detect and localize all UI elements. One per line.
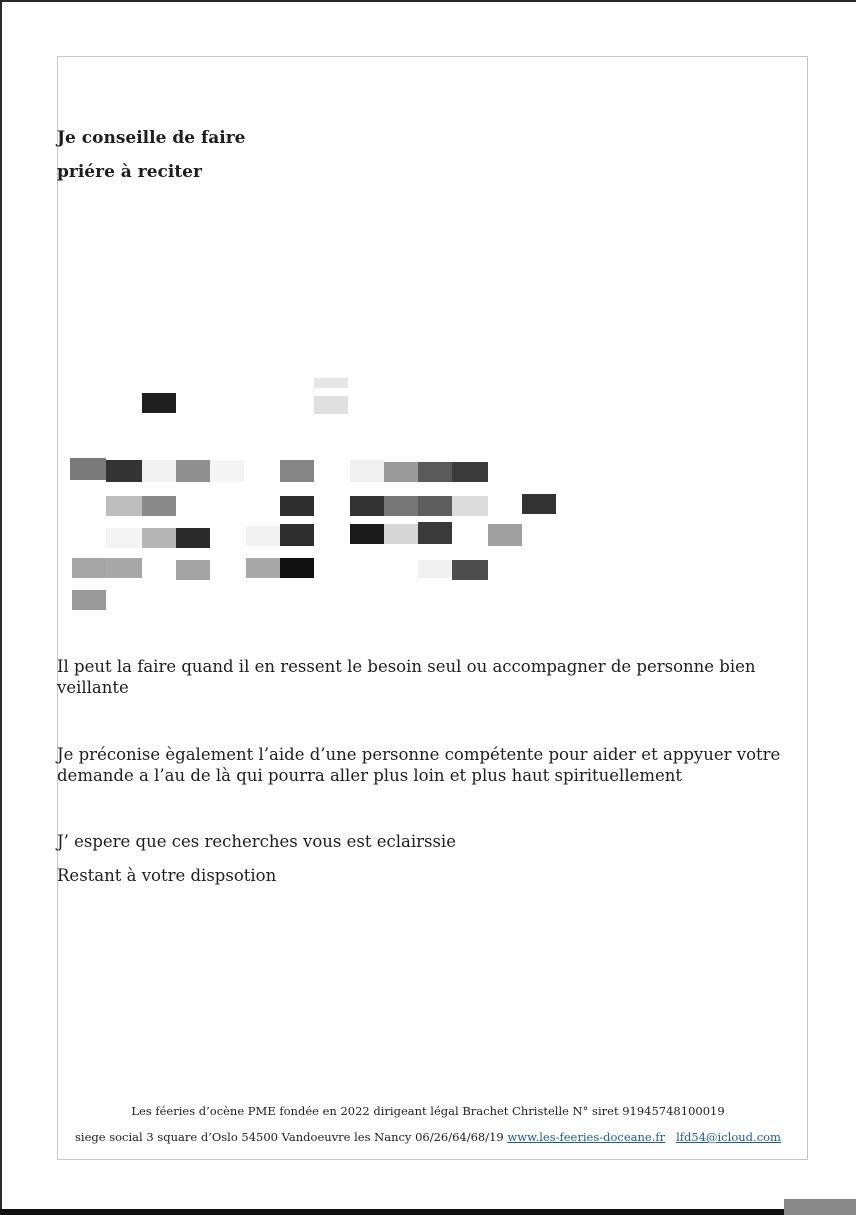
paragraph-hope: J’ espere que ces recherches vous est eclairssie (57, 832, 456, 851)
redaction-block (522, 494, 556, 514)
redaction-block (210, 460, 244, 482)
page-frame (57, 56, 808, 1160)
redaction-block (452, 560, 488, 580)
redaction-block (488, 524, 522, 546)
redaction-block (418, 496, 452, 516)
redaction-block (106, 496, 142, 516)
redaction-block (314, 396, 348, 414)
footer-email-link[interactable]: lfd54@icloud.com (676, 1130, 781, 1144)
redaction-block (452, 462, 488, 482)
paragraph-closing: Restant à votre dispsotion (57, 866, 277, 885)
redaction-block (418, 462, 452, 482)
redaction-block (176, 560, 210, 580)
footer-company-info: Les féeries d’ocène PME fondée en 2022 dirigeant légal Brachet Christelle N° siret 91945748100019 (131, 1104, 725, 1118)
document-heading-advice: Je conseille de faire (57, 128, 246, 148)
redaction-block (280, 496, 314, 516)
redaction-block (350, 496, 384, 516)
footer-address-phone: siege social 3 square d’Oslo 54500 Vandoeuvre les Nancy 06/26/64/68/19 (75, 1130, 504, 1144)
scan-corner-block (784, 1199, 856, 1215)
footer-website-link[interactable]: www.les-feeries-doceane.fr (507, 1130, 666, 1144)
redaction-block (246, 558, 280, 578)
redaction-block (280, 558, 314, 578)
redaction-block (106, 460, 142, 482)
redaction-block (350, 524, 384, 544)
redaction-block (280, 524, 314, 546)
redaction-block (72, 590, 106, 610)
redaction-mask (250, 126, 600, 152)
redaction-block (176, 460, 210, 482)
redaction-block (142, 393, 176, 413)
scan-edge-top (0, 0, 856, 2)
document-heading-prayer: priére à reciter (57, 162, 202, 182)
redaction-block (418, 560, 452, 578)
redaction-block (142, 528, 176, 548)
scan-edge-bottom (0, 1209, 856, 1215)
scan-edge-left (0, 0, 2, 1215)
redaction-block (246, 526, 280, 546)
redaction-block (314, 378, 348, 388)
paragraph-when-to-pray: Il peut la faire quand il en ressent le besoin seul ou accompagner de personne bien veillante (57, 657, 756, 697)
redaction-block (106, 528, 142, 548)
redaction-block (176, 528, 210, 548)
redaction-block (350, 460, 384, 482)
redaction-block (142, 496, 176, 516)
redaction-block (384, 496, 418, 516)
redaction-block (72, 558, 106, 578)
redaction-block (106, 558, 142, 578)
redaction-block (280, 460, 314, 482)
redaction-block (384, 524, 418, 544)
redaction-block (418, 522, 452, 544)
redaction-block (384, 462, 418, 482)
footer-contact-line (0, 1130, 856, 1144)
paragraph-recommendation: Je préconise ègalement l’aide d’une personne compétente pour aider et appyuer votre demande a l’au de là qui pourra aller plus loin et plus haut spirituellement (57, 745, 781, 785)
redaction-block (452, 496, 488, 516)
redaction-block (70, 458, 106, 480)
redaction-block (142, 460, 176, 482)
